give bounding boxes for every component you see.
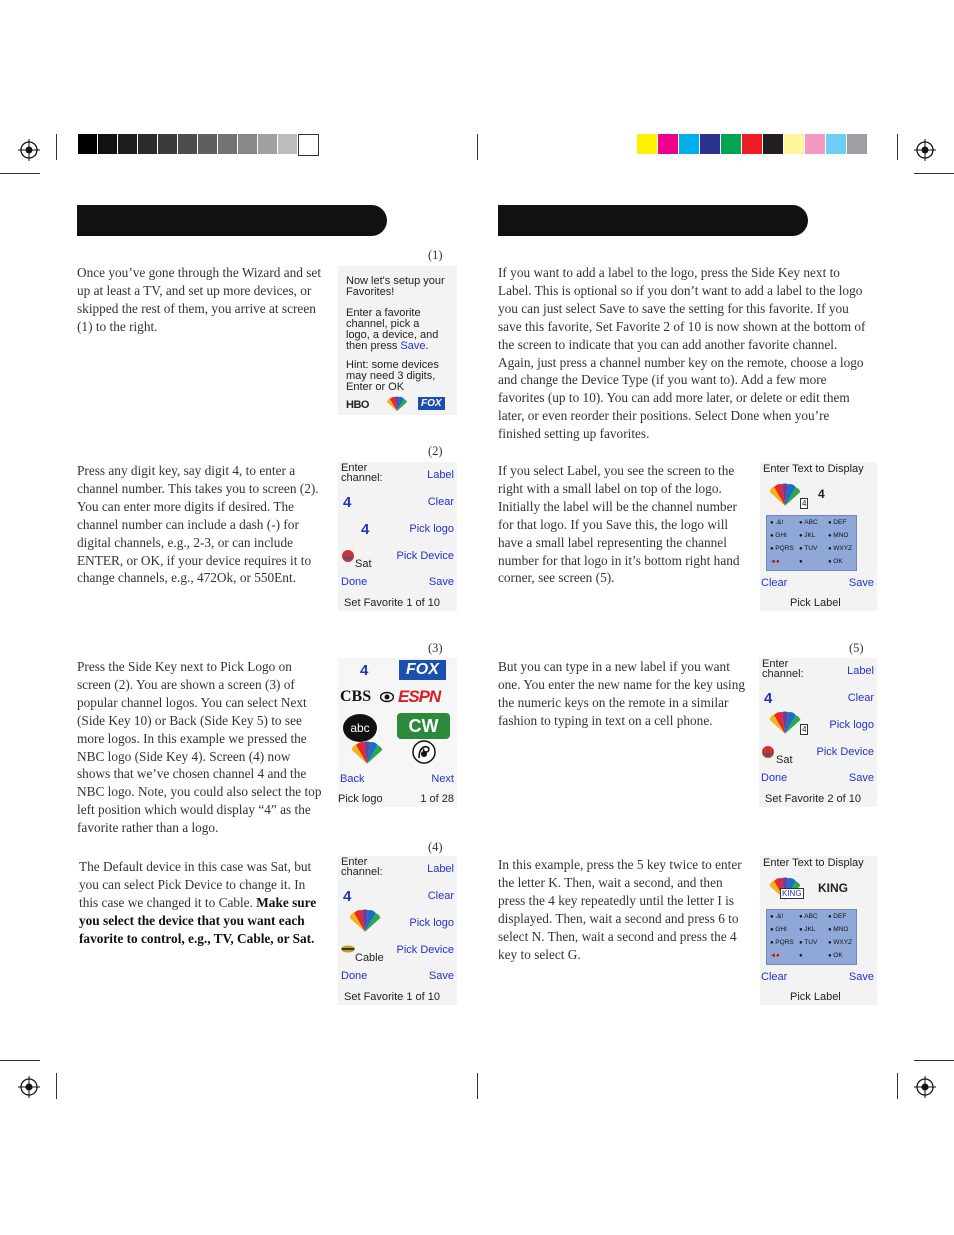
calibration-swatch — [118, 134, 137, 154]
keypad-key-label: .&! — [775, 913, 784, 920]
screen-save-word: Save — [400, 340, 426, 352]
channel-number-display: 4 — [343, 494, 352, 511]
keypad-key — [770, 558, 780, 565]
figure-number-5: (5) — [849, 641, 864, 655]
espn-logo[interactable]: ESPN — [398, 687, 441, 706]
screen-title: Pick logo — [338, 793, 383, 805]
keypad-key — [799, 939, 817, 946]
keypad-key — [799, 952, 803, 959]
paragraph-king-example: In this example, press the 5 key twice to enter the letter K. Then, wait a second, and then press the 4 key repeatedly until the letter I is displayed. Then, wait a second and press 6 to select N. Then, wait a second and press the 4 key to select G. — [498, 857, 742, 962]
paragraph-add-label: If you want to add a label to the logo, press the Side Key next to Label. This is optional so if you don’t want to add a label to the logo you can just select Save to save the setting for this favorite. If you save this favorite, Set Favorite 2 of 10 is now shown at the bottom of the screen to indicate that you can add another favorite channel. Again, just press a channel number key on the remote, choose a logo and change the Device Type (if you want to). Add a few more favorites (up to 10). You can add more later, or delete or edit them later, or even reorder their positions. Select Done when you’re finished setting up favorites. — [498, 265, 866, 442]
keypad-key — [828, 939, 852, 946]
registration-mark-icon — [914, 1076, 936, 1098]
favorite-counter: Set Favorite 1 of 10 — [344, 991, 440, 1003]
fox-logo: FOX — [418, 397, 445, 410]
screen-enter-text-label-king — [760, 856, 877, 1005]
key-dot-icon: ● — [828, 559, 834, 565]
channel-logo-placeholder: 4 — [361, 521, 370, 538]
calibration-swatch — [658, 134, 678, 154]
hbo-logo: HBO — [346, 399, 369, 411]
next-softkey[interactable]: Next — [431, 773, 454, 785]
screen-1-favorites-intro — [338, 266, 457, 415]
done-softkey[interactable]: Done — [761, 772, 788, 784]
text-keypad — [766, 515, 857, 571]
screen-text: channel: — [341, 866, 383, 878]
calibration-swatch — [637, 134, 657, 154]
cable-box-icon — [340, 944, 356, 954]
crop-mark — [477, 1073, 478, 1099]
calibration-swatch — [826, 134, 846, 154]
done-softkey[interactable]: Done — [341, 970, 368, 982]
key-dot-icon: ● — [770, 914, 776, 920]
save-softkey[interactable]: Save — [848, 772, 874, 784]
screen-4-channel-set — [338, 856, 457, 1005]
key-dot-icon: ● — [828, 520, 834, 526]
crop-mark — [897, 134, 898, 160]
keypad-key — [770, 519, 783, 526]
key-dot-icon: ● — [828, 940, 834, 946]
cbs-logo[interactable]: CBS — [340, 688, 372, 705]
save-softkey[interactable]: Save — [848, 577, 874, 589]
crop-mark — [897, 1073, 898, 1099]
screen-text: Favorites! — [346, 286, 395, 298]
calibration-swatch — [78, 134, 97, 154]
paragraph-pick-device — [79, 858, 327, 948]
keypad-key — [770, 545, 794, 552]
crop-mark — [0, 173, 40, 174]
keypad-key — [828, 545, 852, 552]
key-dot-icon: ● — [828, 546, 834, 552]
fox-logo[interactable]: FOX — [399, 660, 446, 680]
figure-number-2: (2) — [428, 444, 443, 458]
label-softkey[interactable]: Label — [427, 863, 454, 875]
screen-footer: Pick Label — [790, 991, 841, 1003]
key-dot-icon: ● — [799, 559, 803, 565]
keypad-key — [799, 545, 817, 552]
keypad-key — [828, 558, 843, 565]
calibration-swatch — [742, 134, 762, 154]
key-dot-icon: ● — [770, 520, 776, 526]
keypad-key-label: TUV — [804, 939, 818, 946]
calibration-swatch — [98, 134, 117, 154]
screen-text: Enter — [762, 658, 789, 670]
screen-text: Enter — [341, 462, 368, 474]
key-dot-icon: ● — [770, 940, 776, 946]
key-dot-icon: ● — [770, 927, 776, 933]
device-type-label: Sat — [355, 558, 372, 570]
label-tag: 4 — [802, 499, 807, 508]
registration-mark-icon — [18, 1076, 40, 1098]
nbc-peacock-logo-icon — [345, 908, 385, 934]
done-softkey[interactable]: Done — [341, 576, 368, 588]
calibration-swatch — [847, 134, 867, 154]
keypad-key — [770, 532, 787, 539]
label-tag: KING — [782, 889, 802, 898]
label-text-value: KING — [818, 881, 848, 895]
crop-mark — [914, 1060, 954, 1061]
keypad-key-label: WXYZ — [833, 939, 853, 946]
screen-title: Enter Text to Display — [763, 463, 864, 475]
satellite-dish-icon — [761, 745, 775, 759]
keypad-key-label: WXYZ — [833, 545, 853, 552]
calibration-swatch — [721, 134, 741, 154]
section-header-bar-left — [77, 205, 387, 236]
keypad-key-label: OK — [833, 952, 843, 959]
label-tag: 4 — [802, 725, 807, 734]
device-type-label: Sat — [776, 754, 793, 766]
calibration-swatch — [278, 134, 297, 154]
keypad-key-label: OK — [833, 558, 843, 565]
label-softkey[interactable]: Label — [847, 665, 874, 677]
calibration-swatch — [178, 134, 197, 154]
pick-logo-softkey[interactable]: Pick logo — [409, 523, 454, 535]
calibration-swatch — [805, 134, 825, 154]
key-dot-icon: ◄● — [770, 559, 780, 565]
keypad-key-label: MNO — [833, 532, 849, 539]
clear-softkey[interactable]: Clear — [427, 890, 454, 902]
pick-device-softkey[interactable]: Pick Device — [396, 550, 454, 562]
screen-text: . — [425, 340, 429, 352]
save-softkey[interactable]: Save — [848, 971, 874, 983]
keypad-key-label: PQRS — [775, 939, 794, 946]
pbs-logo-icon[interactable] — [412, 740, 436, 764]
crop-mark — [477, 134, 478, 160]
enter-channel-label — [341, 857, 383, 877]
keypad-key-label: DEF — [833, 519, 847, 526]
paragraph-pick-logo: Press the Side Key next to Pick Logo on screen (2). You are shown a screen (3) of popular channel logos. You can select Next (Side Key 10) or Back (Side Key 5) to see more logos. In this example we pressed the NBC logo (Side Key 4). Screen (4) now shows that we’ve chosen channel 4 and the NBC logo. Note, you could also select the top left position which would display “4” as the favorite rather than a logo. — [77, 659, 322, 836]
keypad-key-label: TUV — [804, 545, 818, 552]
key-dot-icon: ● — [770, 533, 776, 539]
calibration-swatch — [158, 134, 177, 154]
page-indicator: 1 of 28 — [420, 793, 454, 805]
keypad-key — [799, 926, 816, 933]
figure-number-3: (3) — [428, 641, 443, 655]
back-softkey[interactable]: Back — [340, 773, 365, 785]
key-dot-icon: ● — [799, 546, 805, 552]
screen-text: Enter a favorite — [346, 307, 421, 319]
figure-number-1: (1) — [428, 248, 443, 262]
screen-2-enter-channel — [338, 462, 457, 611]
channel-number-display: 4 — [764, 690, 773, 707]
screen-text: channel: — [762, 668, 804, 680]
key-dot-icon: ● — [799, 914, 805, 920]
keypad-key — [799, 519, 818, 526]
pick-logo-softkey[interactable]: Pick logo — [409, 917, 454, 929]
text-keypad — [766, 909, 857, 965]
key-dot-icon: ● — [828, 927, 834, 933]
calibration-swatch — [298, 134, 319, 156]
nbc-peacock-logo-icon — [765, 710, 805, 736]
keypad-key-label: JKL — [804, 926, 816, 933]
paragraph-wizard-done: Once you’ve gone through the Wizard and set up at least a TV, and set up more devices, or skipped the rest of them, you arrive at screen (1) to the right. — [77, 265, 322, 334]
keypad-key — [828, 532, 848, 539]
registration-mark-icon — [914, 139, 936, 161]
keypad-key — [828, 913, 846, 920]
nbc-peacock-logo-icon[interactable] — [347, 740, 387, 766]
keypad-key-label: GHI — [775, 926, 787, 933]
paragraph-type-label: But you can type in a new label if you want one. You enter the new name for the key using the numeric keys on the remote in a similar fashion to typing in text on a cell phone. — [498, 659, 746, 728]
screen-3-logo-grid — [338, 658, 457, 807]
screen-text: channel, pick a — [346, 318, 420, 330]
calibration-swatch — [138, 134, 157, 154]
keypad-key — [770, 913, 783, 920]
calibration-swatch — [763, 134, 783, 154]
cbs-eye-icon — [380, 690, 394, 704]
clear-softkey[interactable]: Clear — [761, 971, 788, 983]
screen-text: logo, a device, and — [346, 329, 439, 341]
keypad-key-label: GHI — [775, 532, 787, 539]
crop-mark — [56, 1073, 57, 1099]
key-dot-icon: ◄● — [770, 953, 780, 959]
pick-device-text: The Default device in this case was Sat, but you can select Pick Device to change it. In this case we changed it to Cable. — [79, 859, 312, 910]
keypad-key — [799, 913, 818, 920]
calibration-swatch — [198, 134, 217, 154]
key-dot-icon: ● — [828, 533, 834, 539]
label-softkey[interactable]: Label — [427, 469, 454, 481]
pick-logo-softkey[interactable]: Pick logo — [829, 719, 874, 731]
keypad-key-label: JKL — [804, 532, 816, 539]
nbc-peacock-logo-icon — [384, 396, 410, 412]
paragraph-select-label: If you select Label, you see the screen to the right with a small label on top of the logo. Initially the label will be the channel number for that logo. If you Save this, the logo will have a small label representing the channel number for that logo in it’s bottom right hand corner, see screen (5). — [498, 463, 740, 586]
abc-logo[interactable]: abc — [343, 714, 377, 742]
calibration-swatch — [784, 134, 804, 154]
save-softkey[interactable]: Save — [428, 576, 454, 588]
calibration-swatch — [258, 134, 277, 154]
keypad-key — [828, 926, 848, 933]
crop-mark — [56, 134, 57, 160]
enter-channel-label — [341, 463, 383, 483]
key-dot-icon: ● — [799, 940, 805, 946]
keypad-key — [770, 952, 780, 959]
screen-text: channel: — [341, 472, 383, 484]
clear-softkey[interactable]: Clear — [847, 692, 874, 704]
clear-softkey[interactable]: Clear — [761, 577, 788, 589]
screen-text: then press — [346, 340, 401, 352]
registration-mark-icon — [18, 139, 40, 161]
figure-number-4: (4) — [428, 840, 443, 854]
keypad-key-label: DEF — [833, 913, 847, 920]
screen-text: Now let's setup your — [346, 275, 445, 287]
key-dot-icon: ● — [799, 953, 803, 959]
keypad-key — [770, 926, 787, 933]
key-dot-icon: ● — [799, 927, 805, 933]
enter-channel-label — [762, 659, 804, 679]
keypad-key-label: MNO — [833, 926, 849, 933]
calibration-swatch — [679, 134, 699, 154]
keypad-key — [799, 558, 803, 565]
favorite-counter: Set Favorite 1 of 10 — [344, 597, 440, 609]
device-type-label: Cable — [355, 952, 384, 964]
favorite-counter: Set Favorite 2 of 10 — [765, 793, 861, 805]
keypad-key — [828, 519, 846, 526]
screen-text: Hint: some devices — [346, 359, 439, 371]
calibration-swatch — [700, 134, 720, 154]
clear-softkey[interactable]: Clear — [427, 496, 454, 508]
keypad-key-label: .&! — [775, 519, 784, 526]
section-header-bar-right — [498, 205, 808, 236]
pick-device-warning: Make sure you select the device that you want each favorite to control, e.g., TV, Cable, or Sat. — [79, 894, 317, 946]
calibration-swatch — [238, 134, 257, 154]
keypad-key-label: ABC — [804, 519, 818, 526]
channel-number-display: 4 — [343, 888, 352, 905]
screen-text: Enter or OK — [346, 381, 405, 393]
key-dot-icon: ● — [770, 546, 776, 552]
save-softkey[interactable]: Save — [428, 970, 454, 982]
crop-mark — [0, 1060, 40, 1061]
screen-title: Enter Text to Display — [763, 857, 864, 869]
screen-enter-text-label-4 — [760, 462, 877, 611]
key-dot-icon: ● — [799, 520, 805, 526]
screen-text: Enter — [341, 856, 368, 868]
key-dot-icon: ● — [799, 533, 805, 539]
key-dot-icon: ● — [828, 914, 834, 920]
pick-device-softkey[interactable]: Pick Device — [816, 746, 874, 758]
keypad-key — [828, 952, 843, 959]
screen-text: may need 3 digits, — [346, 370, 436, 382]
screen-footer: Pick Label — [790, 597, 841, 609]
paragraph-enter-channel: Press any digit key, say digit 4, to enter a channel number. This takes you to screen (2). You can enter more digits if desired. The channel number can include a dash (-) for digital channels, e.g., 2-3, or can include ENTER, or OK, if your device requires it to change channels, e.g., 472Ok, or 550Ent. — [77, 463, 319, 586]
cw-logo[interactable]: CW — [397, 713, 450, 739]
keypad-key-label: PQRS — [775, 545, 794, 552]
number-tile[interactable]: 4 — [360, 662, 369, 679]
screen-5-favorite-2 — [759, 658, 877, 807]
label-text-value: 4 — [818, 487, 825, 501]
calibration-swatch — [218, 134, 237, 154]
keypad-key — [799, 532, 816, 539]
crop-mark — [914, 173, 954, 174]
keypad-key-label: ABC — [804, 913, 818, 920]
keypad-key — [770, 939, 794, 946]
pick-device-softkey[interactable]: Pick Device — [396, 944, 454, 956]
nbc-peacock-logo-icon — [765, 482, 805, 508]
satellite-dish-icon — [341, 549, 355, 563]
key-dot-icon: ● — [828, 953, 834, 959]
